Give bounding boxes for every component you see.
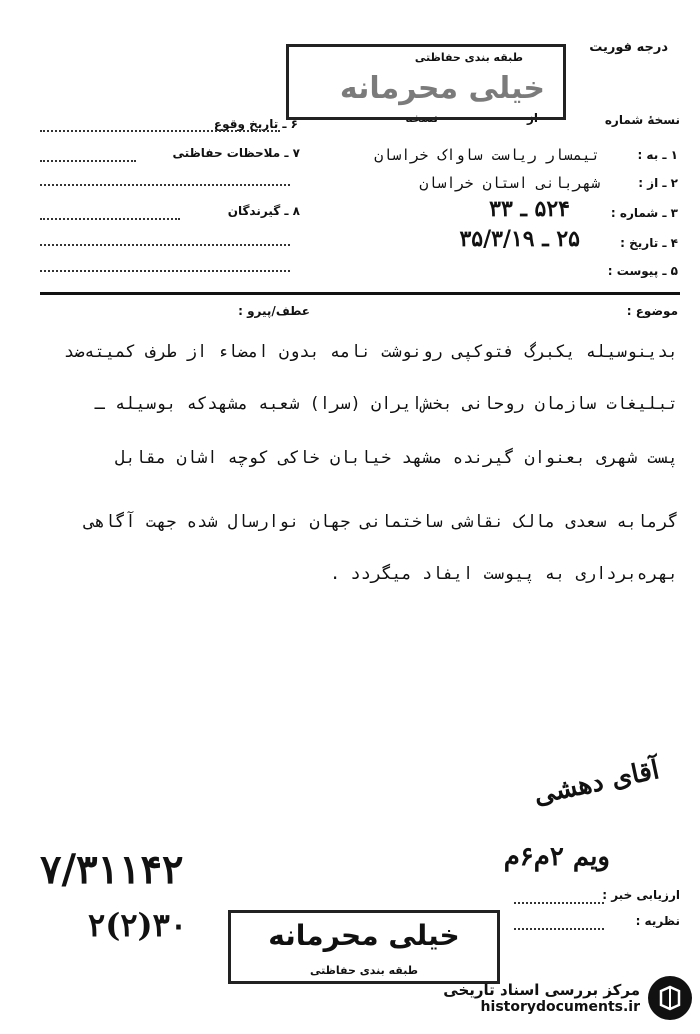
field-date-value: ۲۵ ـ ۳۵/۳/۱۹ — [459, 226, 580, 252]
stamp-bottom-caption: طبقه بندی حفاظتی — [309, 964, 419, 977]
handwritten-ref-number: ۷/۳۱۱۴۲ — [40, 846, 184, 893]
body-line-3: پست شهری بعنوان گیرنده مشهد خیابان خاکی کوچه اشان مقابل — [115, 448, 678, 468]
priority-label: درجه فوریت — [589, 40, 668, 55]
field-to-label: ۱ ـ به : — [637, 148, 678, 162]
field-attachment-label: ۵ ـ پیوست : — [607, 264, 678, 278]
recipients-dots-3 — [40, 270, 290, 272]
reference-label: عطف/پیرو : — [238, 304, 310, 318]
stamp-text: خیلی محرمانه — [339, 71, 545, 106]
field-date-label: ۴ ـ تاریخ : — [620, 236, 678, 250]
subject-label: موضوع : — [626, 304, 678, 318]
classification-stamp-bottom — [228, 910, 500, 984]
handwritten-initials: ویم ۲م۶م — [503, 842, 610, 872]
archive-logo-icon — [648, 976, 692, 1020]
field-to-value: تیمسار ریاست ساواک خراسان — [374, 146, 600, 164]
field-number-label: ۳ ـ شماره : — [610, 206, 678, 220]
copy-number-label: نسخهٔ شماره — [604, 113, 680, 127]
handwritten-signature: آقای دهشی — [531, 755, 662, 811]
body-line-4: گرمابه سعدی مالک نقاشی ساختمانی جهان نوارسال شده جهت آگاهی — [84, 512, 678, 532]
security-notes-label: ۷ ـ ملاحظات حفاظتی — [172, 146, 300, 160]
classification-stamp-top — [286, 44, 566, 120]
handwritten-ref-number-2: ۲(۲)۳۰ — [88, 906, 188, 944]
body-line-1: بدینوسیله یکبرگ فتوکپی رونوشت نامه بدون امضاء از طرف کمیته‌ضد — [63, 342, 678, 362]
copies-label: نسخه — [405, 111, 438, 125]
recipients-dots-1 — [40, 218, 180, 220]
field-from-value: شهربانی استان خراسان — [419, 174, 600, 192]
header-divider — [40, 292, 680, 295]
security-notes-dots-1 — [40, 160, 136, 162]
stamp-caption: طبقه بندی حفاظتی — [414, 51, 523, 64]
event-date-dots — [40, 130, 280, 132]
field-from-label: ۲ ـ از : — [638, 176, 678, 190]
recipients-dots-2 — [40, 244, 290, 246]
event-date-label: ۶ ـ تاریخ وقوع — [213, 117, 298, 131]
from-label: از — [526, 111, 538, 125]
watermark — [443, 976, 692, 1020]
stamp-bottom-text: خیلی محرمانه — [268, 919, 460, 952]
recipients-label: ۸ ـ گیرندگان — [227, 204, 300, 218]
opinion-label: نظریه : — [635, 914, 680, 928]
opinion-dots — [514, 928, 604, 930]
watermark-title: مرکز بررسی اسناد تاریخی — [443, 981, 640, 999]
watermark-url: historydocuments.ir — [480, 999, 640, 1015]
field-number-value: ۵۲۴ ـ ۳۳ — [489, 196, 570, 222]
evaluation-dots — [514, 902, 604, 904]
body-line-2: تبلیغات سازمان روحانی بخش‌ایران (سرا) شعبه مشهدکه بوسیله ـ — [94, 394, 678, 414]
security-notes-dots-2 — [40, 184, 290, 186]
evaluation-label: ارزیابی خبر : — [602, 888, 680, 902]
body-line-5: بهره‌برداری به پیوست ایفاد میگردد . — [330, 564, 678, 584]
